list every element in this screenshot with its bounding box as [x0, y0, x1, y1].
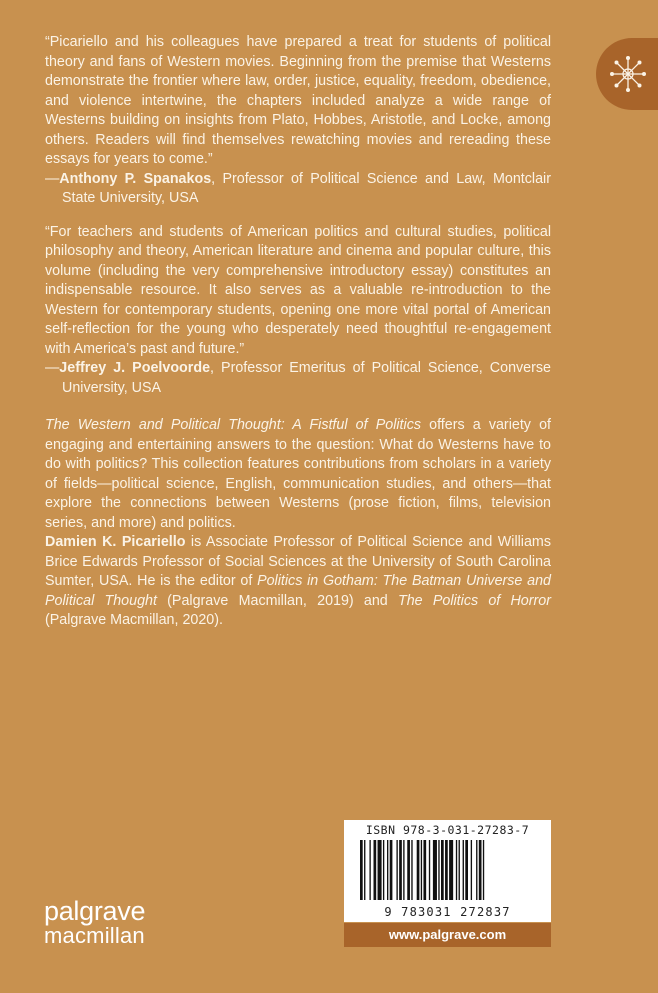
- endorsement-2: [45, 223, 551, 399]
- endorsement-attribution: [45, 170, 551, 209]
- endorsement-1: [45, 33, 551, 209]
- isbn-label: ISBN 978-3-031-27283-7: [365, 823, 530, 837]
- bio-book-title: Politics in Gotham: The Batman Universe and Political Thought: [45, 573, 551, 609]
- book-description: [45, 416, 551, 533]
- endorser-affiliation: , Professor of Political Science and Law, Montclair State University, USA: [62, 170, 551, 206]
- publisher-logo-line1: palgrave: [44, 896, 146, 926]
- attribution-dash: —: [45, 360, 60, 376]
- endorser-name: Jeffrey J. Poelvoorde: [59, 360, 211, 376]
- bio-book-title: The Politics of Horror: [397, 592, 551, 609]
- publisher-url[interactable]: www.palgrave.com: [344, 923, 551, 947]
- back-cover-text: [45, 33, 551, 631]
- publisher-logo: [44, 898, 145, 948]
- description-text: offers a variety of engaging and entertaining answers to the question: What do Westerns have to do with politics? This collection features contributions from scholars in a variety of fields—political science, English, communication studies, and others—that explore the connections between Westerns (prose fiction, films, television series, and more) and politics.: [45, 417, 551, 531]
- endorser-name: Anthony P. Spanakos: [59, 170, 212, 187]
- attribution-dash: —: [45, 170, 60, 187]
- author-name: Damien K. Picariello: [45, 534, 186, 550]
- barcode-bars: [358, 840, 538, 900]
- publisher-logo-line2: macmillan: [44, 923, 145, 948]
- endorsement-attribution: [45, 359, 551, 398]
- isbn-barcode: [344, 820, 551, 922]
- endorsement-quote: “For teachers and students of American politics and cultural studies, political philosophy and theory, American literature and cinema and popular culture, this volume (including the very comprehensive introductory essay) constitutes an indispensable resource. It also serves as a valuable re-introduction to the Western for contemporary students, opening one more vital portal of American self-reflection for the young who desperately need thoughtful re-engagement with America’s past and future.”: [45, 223, 551, 357]
- author-bio: [45, 533, 551, 631]
- palgrave-logo-tab: [596, 38, 658, 110]
- barcode-digits: 9 783031 272837: [384, 905, 511, 919]
- palgrave-star-icon: [608, 54, 648, 94]
- book-title: The Western and Political Thought: A Fistful of Politics: [45, 417, 421, 433]
- bio-text: (Palgrave Macmillan, 2020).: [45, 612, 223, 628]
- endorser-affiliation: , Professor Emeritus of Political Science, Converse University, USA: [62, 360, 551, 396]
- bio-text: is Associate Professor of Political Science and Williams Brice Edwards Professor of Social Sciences at the University of South Carolina Sumter, USA. He is the editor of: [45, 534, 551, 589]
- bio-text: (Palgrave Macmillan, 2019) and: [156, 592, 398, 609]
- endorsement-quote: “Picariello and his colleagues have prepared a treat for students of political theory and fans of Western movies. Beginning from the premise that Westerns demonstrate the frontier where law, order, justice, equality, freedom, obedience, and violence intertwine, the chapters included analyze a wide range of Westerns building on insights from Plato, Hobbes, Aristotle, and Locke, among others. Readers will find themselves rewatching movies and rereading these essays for years to come.”: [45, 34, 551, 167]
